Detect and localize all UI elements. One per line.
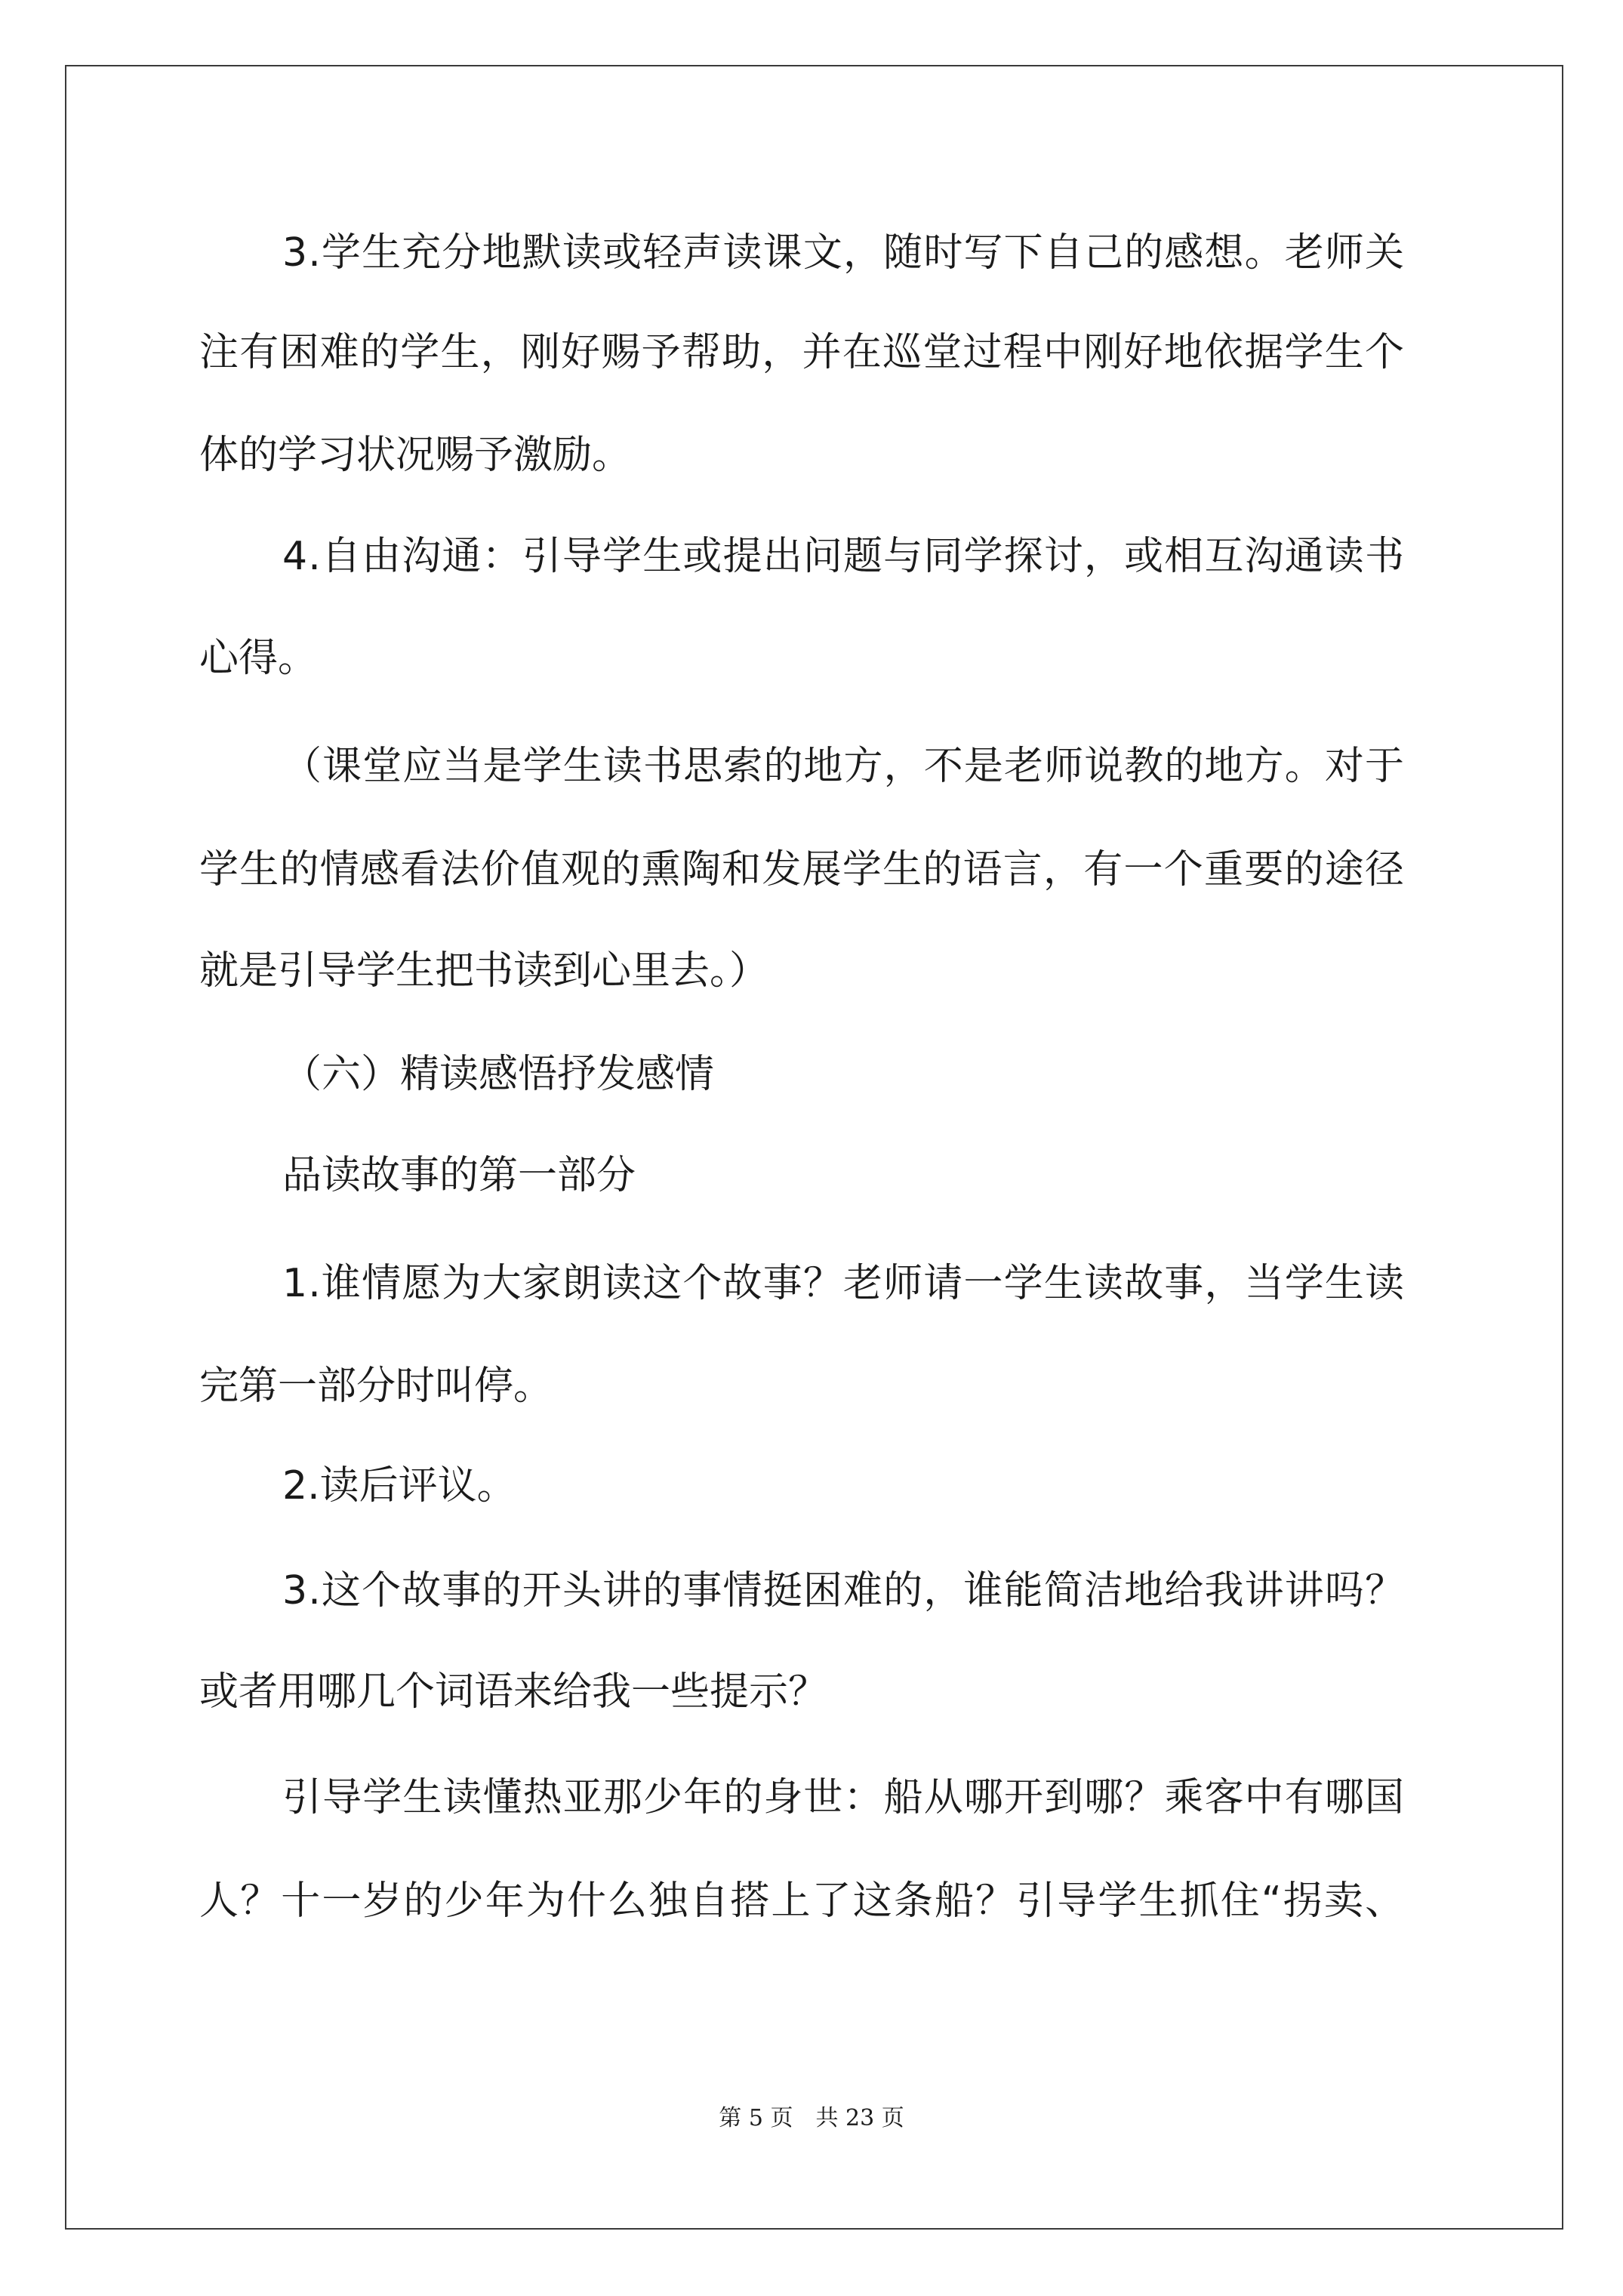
body-line: 引导学生读懂热亚那少年的身世：船从哪开到哪？乘客中有哪国 [282,1775,1406,1820]
body-line: 完第一部分时叫停。 [199,1364,553,1409]
body-line: 体的学习状况赐予激励。 [199,433,632,478]
body-line: 注有困难的学生，刚好赐予帮助，并在巡堂过程中刚好地依据学生个 [199,330,1406,375]
body-line: 或者用哪几个词语来给我一些提示？ [199,1669,828,1715]
section-heading: （六）精读感悟抒发感情 [282,1052,715,1097]
subsection-heading: 品读故事的第一部分 [282,1153,636,1198]
body-line: 就是引导学生把书读到心里去。） [199,948,769,994]
body-line: 4.自由沟通：引导学生或提出问题与同学探讨，或相互沟通读书 [282,534,1406,579]
body-line: 心得。 [199,636,318,681]
body-line: 3.这个故事的开头讲的事情挺困难的，谁能简洁地给我讲讲吗？ [282,1568,1406,1613]
body-line: 2.读后评议。 [282,1463,516,1509]
body-line: 人？十一岁的少年为什么独自搭上了这条船？引导学生抓住“拐卖、 [199,1878,1406,1924]
body-line: 1.谁情愿为大家朗读这个故事？老师请一学生读故事，当学生读 [282,1261,1406,1306]
body-line: 学生的情感看法价值观的熏陶和发展学生的语言，有一个重要的途径 [199,847,1406,892]
page-footer: 第 5 页 共 23 页 [719,2105,904,2131]
body-line: （课堂应当是学生读书思索的地方，不是老师说教的地方。对于 [282,744,1406,789]
body-line: 3.学生充分地默读或轻声读课文，随时写下自己的感想。老师关 [282,230,1406,276]
